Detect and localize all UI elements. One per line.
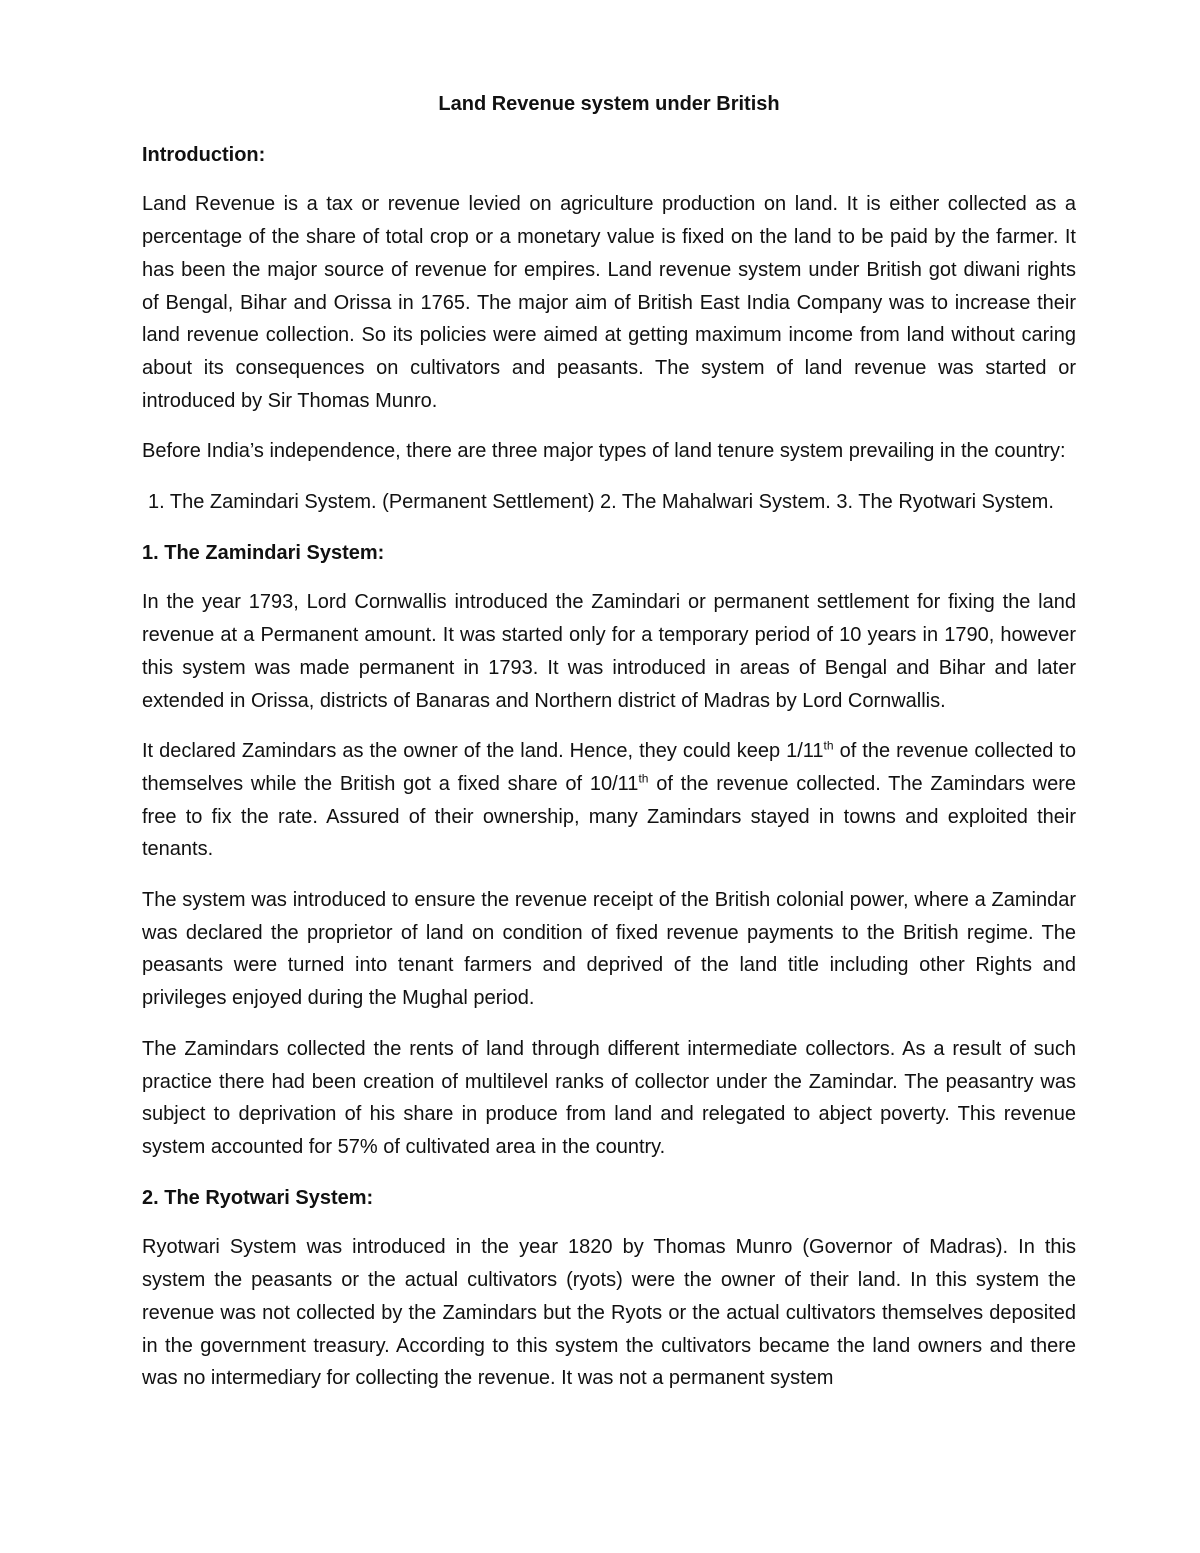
introduction-paragraph: Land Revenue is a tax or revenue levied on agriculture production on land. It is either collected as a percentage of the share of total crop or a monetary value is fixed on the land to be paid by the farmer. It has been the major source of revenue for empires. Land revenue system under British got diwani rights of Bengal, Bihar and Orissa in 1765. The major aim of British East India Company was to increase their land revenue collection. So its policies were aimed at getting maximum income from land without caring about its consequences on cultivators and peasants. The system of land revenue was started or introduced by Sir Thomas Munro. — [142, 193, 1076, 412]
document-title: Land Revenue system under British — [438, 93, 780, 115]
zamindari-paragraph-2 — [142, 735, 1076, 866]
document-page — [142, 88, 1076, 1413]
tenure-types-list: 1. The Zamindari System. (Permanent Settlement) 2. The Mahalwari System. 3. The Ryotwari System. — [148, 491, 1054, 514]
superscript-th-2: th — [638, 771, 649, 786]
zamindari-p2-text-3: of the revenue collected. The Zamindars were free to fix the rate. Assured of their ownership, many Zamindars stayed in towns and exploited their tenants. — [142, 772, 1076, 861]
superscript-th-1: th — [823, 738, 834, 753]
zamindari-paragraph-1: In the year 1793, Lord Cornwallis introduced the Zamindari or permanent settlement for fixing the land revenue at a Permanent amount. It was started only for a temporary period of 10 years in 1790, however this system was made permanent in 1793. It was introduced in areas of Bengal and Bihar and later extended in Orissa, districts of Banaras and Northern district of Madras by Lord Cornwallis. — [142, 591, 1076, 712]
ryotwari-heading: 2. The Ryotwari System: — [142, 1186, 374, 1209]
tenure-types-paragraph: Before India’s independence, there are three major types of land tenure system prevailing in the country: — [142, 440, 1066, 463]
zamindari-paragraph-4: The Zamindars collected the rents of land through different intermediate collectors. As a result of such practice there had been creation of multilevel ranks of collector under the Zamindar. The peasantry was subject to deprivation of his share in produce from land and relegated to abject poverty. This revenue system accounted for 57% of cultivated area in the country. — [142, 1037, 1076, 1158]
zamindari-p2-text-2: of the revenue collected to themselves while the British got a fixed share of 10/11 — [142, 740, 1077, 795]
zamindari-heading: 1. The Zamindari System: — [142, 541, 385, 564]
zamindari-p2-text-1: It declared Zamindars as the owner of the land. Hence, they could keep 1/11 — [142, 740, 824, 763]
ryotwari-paragraph-1: Ryotwari System was introduced in the year 1820 by Thomas Munro (Governor of Madras). In this system the peasants or the actual cultivators (ryots) were the owner of their land. In this system the revenue was not collected by the Zamindars but the Ryots or the actual cultivators themselves deposited in the government treasury. According to this system the cultivators became the land owners and there was no intermediary for collecting the revenue. It was not a permanent system — [142, 1236, 1076, 1390]
introduction-heading: Introduction: — [142, 143, 266, 166]
zamindari-paragraph-3: The system was introduced to ensure the revenue receipt of the British colonial power, where a Zamindar was declared the proprietor of land on condition of fixed revenue payments to the British regime. The peasants were turned into tenant farmers and deprived of the land title including other Rights and privileges enjoyed during the Mughal period. — [142, 889, 1076, 1010]
